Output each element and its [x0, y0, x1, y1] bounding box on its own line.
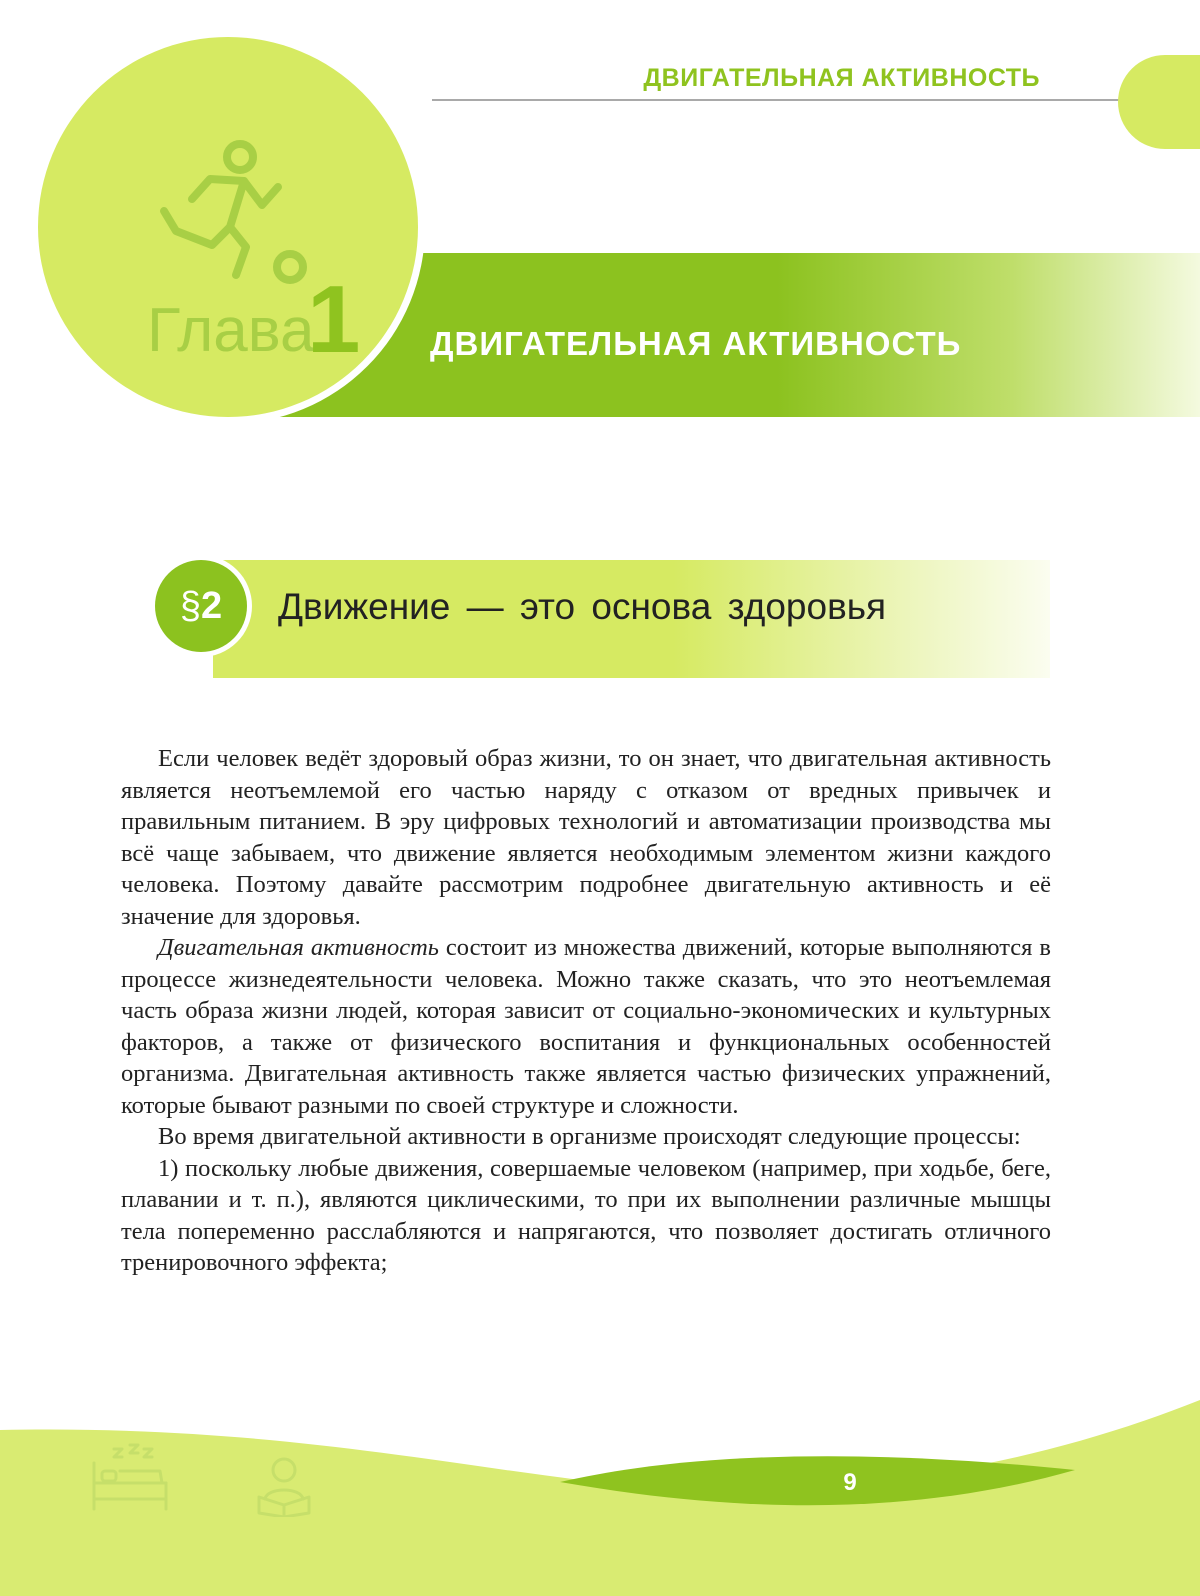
section-symbol: § [179, 585, 201, 627]
page-number: 9 [843, 1469, 857, 1496]
paragraph-4: 1) поскольку любые движения, совершаемые человеком (например, при ходьбе, беге, плавании и т. п.), являются циклическими, то при их выполнении различные мышцы тела попеременно расслабляются и напрягаются, что позволяет достигать отличного тренировочного эффекта; [121, 1154, 1051, 1276]
body-text [121, 743, 1051, 1279]
paragraph-2 [121, 932, 1051, 1121]
term-motor-activity: Двигательная активность [158, 934, 439, 961]
running-person-with-ball-icon [150, 135, 320, 295]
header-rule [432, 99, 1124, 101]
sleeping-bed-icon [90, 1443, 170, 1513]
section-badge [155, 560, 247, 652]
paragraph-3: Во время двигательной активности в организме происходят следующие процессы: [158, 1123, 1021, 1150]
section-title: Движение — это основа здоровья [278, 586, 887, 627]
section-number: 2 [201, 585, 223, 627]
running-head-title: ДВИГАТЕЛЬНАЯ АКТИВНОСТЬ [643, 64, 1040, 92]
chapter-number: 1 [307, 266, 361, 373]
chapter-title: ДВИГАТЕЛЬНАЯ АКТИВНОСТЬ [430, 325, 962, 362]
paragraph-1: Если человек ведёт здоровый образ жизни, то он знает, что двигательная активность является неотъемлемой его частью наряду с отказом от вредных привычек и правильным питанием. В эру цифровых технологий и автоматизации производства мы всё чаще забываем, что движение является необходимым элементом жизни каждого человека. Поэтому давайте рассмотрим подробнее двигательную активность и её значение для здоровья. [121, 745, 1051, 930]
chapter-word: Глава [147, 296, 315, 365]
reading-person-icon [253, 1455, 315, 1517]
paragraph-2-text: состоит из множества движений, которые выполняются в процессе жизнедеятельности человека. Можно также сказать, что это неотъемлемая часть образа жизни людей, которая зависит от социально-экономических и культурных факторов, а также от физического воспитания и функциональных особенностей организма. Двигательная активность также является частью физических упражнений, которые бывают разными по своей структуре и сложности. [121, 934, 1051, 1119]
header-tab [1118, 55, 1200, 149]
footer-wave [0, 1400, 1200, 1596]
